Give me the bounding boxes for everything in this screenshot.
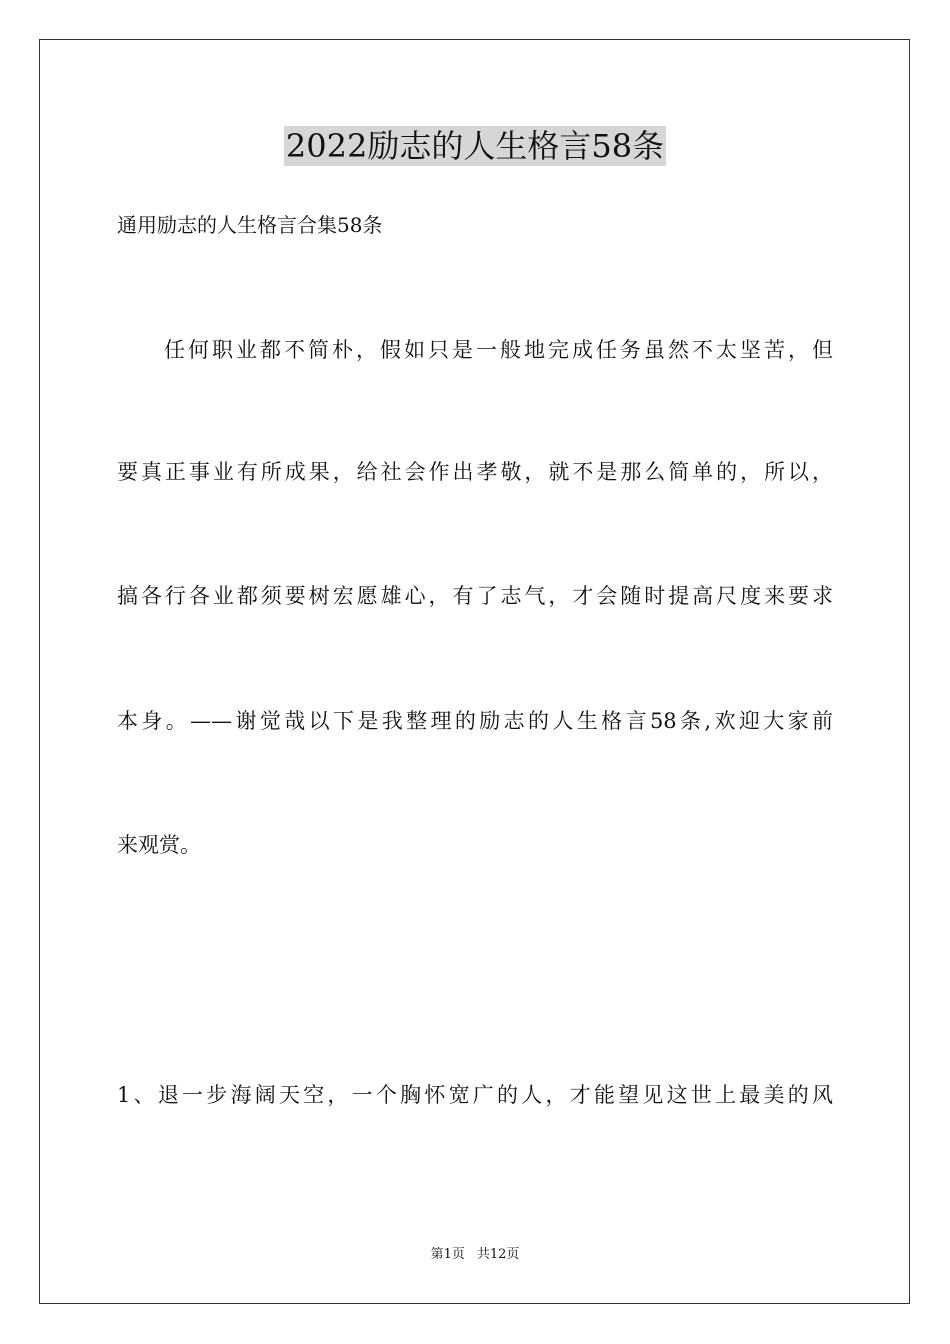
paragraph-line: 任何职业都不简朴，假如只是一般地完成任务虽然不太坚苦，但 [164, 338, 833, 362]
paragraph-line: 本身。——谢觉哉以下是我整理的励志的人生格言58条,欢迎大家前 [117, 709, 833, 733]
paragraph-line: 来观赏。 [117, 833, 201, 857]
title-container [0, 126, 950, 166]
document-title: 2022励志的人生格言58条 [285, 127, 665, 165]
page-number-current: 第1页 [430, 1247, 465, 1262]
paragraph-line: 搞各行各业都须要树宏愿雄心，有了志气，才会随时提高尺度来要求 [117, 584, 833, 608]
page-footer [0, 1246, 950, 1264]
list-item-1: 1、退一步海阔天空，一个胸怀宽广的人，才能望见这世上最美的风 [117, 1083, 833, 1107]
paragraph-line: 要真正事业有所成果，给社会作出孝敬，就不是那么简单的，所以， [117, 460, 833, 484]
document-subtitle: 通用励志的人生格言合集58条 [117, 213, 383, 237]
page-number-total: 共12页 [476, 1247, 520, 1262]
